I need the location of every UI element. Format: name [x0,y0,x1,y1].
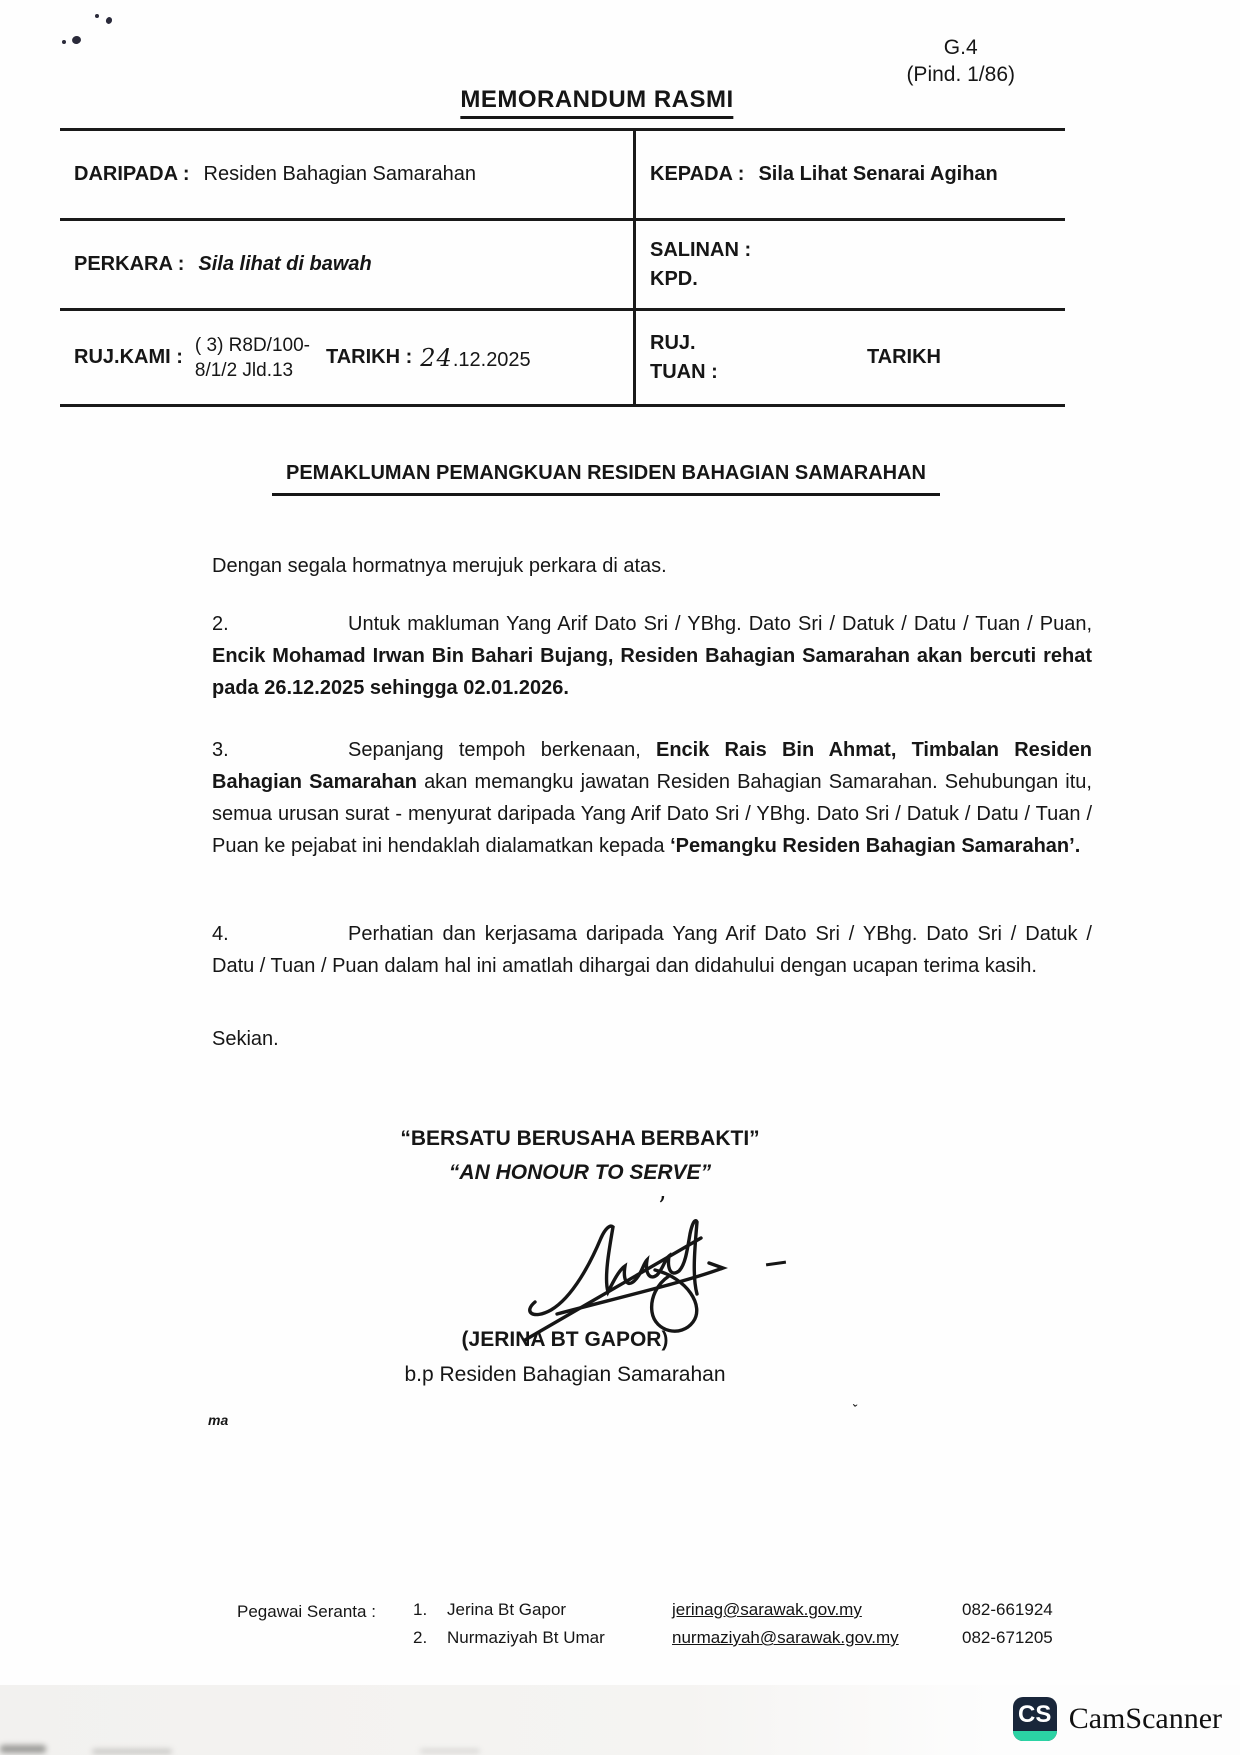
paragraph-1: Dengan segala hormatnya merujuk perkara di atas. [212,555,667,577]
officer-email-link[interactable]: jerinag@sarawak.gov.my [672,1600,862,1619]
scan-smudge [0,1745,46,1753]
tarikh-day-handwritten: 24 [420,343,453,372]
memo-header-table [60,128,1065,407]
daripada-value: Residen Bahagian Samarahan [203,163,476,185]
table-row [60,128,1065,218]
perkara-value: Sila lihat di bawah [198,253,372,275]
motto-line-1: “BERSATU BERUSAHA BERBAKTI” [400,1127,760,1150]
ink-speck [62,40,66,44]
form-code-block [906,34,1015,88]
camscanner-brand-name: CamScanner [1068,1702,1222,1735]
daripada-cell [60,131,633,218]
paragraph-2: 2. Untuk makluman Yang Arif Dato Sri / YBhg. Dato Sri / Datuk / Datu / Tuan / Puan, Encik Mohamad Irwan Bin Bahari Bujang, Residen Bahagian Samarahan akan bercuti rehat pada 26.12.2025 sehingga 02.01.2026. [212,608,1092,704]
paragraph-4: 4. Perhatian dan kerjasama daripada Yang Arif Dato Sri / YBhg. Dato Sri / Datuk / Datu / Tuan / Puan dalam hal ini amatlah dihargai dan didahului dengan ucapan terima kasih. [212,918,1092,982]
officer-email-link[interactable]: nurmaziyah@sarawak.gov.my [672,1628,899,1647]
officer-number: 2. [413,1628,428,1647]
form-revision: (Pind. 1/86) [906,63,1015,86]
daripada-label: DARIPADA : [74,163,190,185]
footer-label: Pegawai Seranta : [237,1602,376,1621]
perkara-cell [60,221,633,308]
tarikh-label: TARIKH : [326,346,413,368]
closing-word: Sekian. [212,1028,279,1050]
ruj-kami-label: RUJ.KAMI : [74,346,183,368]
paragraph-3: 3. Sepanjang tempoh berkenaan, Encik Rais Bin Ahmat, Timbalan Residen Bahagian Samarahan akan memangku jawatan Residen Bahagian Samarahan. Sehubungan itu, semua urusan surat - menyurat daripada Yang Arif Dato Sri / YBhg. Dato Sri / Datuk / Datu / Tuan / Puan ke pejabat ini hendaklah dialamatkan kepada ‘Pemangku Residen Bahagian Samarahan’. [212,734,1092,862]
ink-mark: ˇ [850,1401,858,1418]
ink-speck [71,35,82,45]
paragraph-number: 2. [212,613,229,635]
signatory-name: (JERINA BT GAPOR) [461,1328,669,1351]
perkara-label: PERKARA : [74,253,185,275]
ink-speck [95,14,99,18]
paragraph-number: 4. [212,923,229,945]
subject-heading: PEMAKLUMAN PEMANGKUAN RESIDEN BAHAGIAN SAMARAHAN [272,462,940,496]
tarikh-right-label: TARIKH [866,346,941,368]
motto-block [400,1122,759,1190]
officer-row [0,1628,1240,1652]
scan-smudge [92,1749,172,1754]
scan-smudge [420,1749,480,1753]
ruj-kami-value: ( 3) R8D/100- 8/1/2 Jld.13 [194,334,310,381]
officer-name: Nurmaziyah Bt Umar [447,1628,605,1647]
ruj-tuan-label: RUJ. TUAN : [650,331,718,383]
signatory-block [404,1322,725,1392]
motto-line-2: “AN HONOUR TO SERVE” [448,1161,712,1184]
tarikh-value: 24.12.2025 [420,343,531,372]
kepada-label: KEPADA : [650,163,745,185]
salinan-cell [633,221,1065,308]
kepada-cell [633,131,1065,218]
officer-phone: 082-661924 [962,1600,1053,1619]
officer-number: 1. [413,1600,428,1619]
camscanner-icon-accent [1013,1731,1057,1741]
officer-row [0,1600,1240,1624]
ruj-tuan-cell [633,311,1065,404]
form-code: G.4 [943,36,978,59]
kepada-value: Sila Lihat Senarai Agihan [758,163,998,185]
typist-initials: ma [208,1412,229,1428]
officer-phone: 082-671205 [962,1628,1053,1647]
page-title: MEMORANDUM RASMI [460,86,733,119]
salinan-label: SALINAN : KPD. [650,238,752,290]
signatory-role: b.p Residen Bahagian Samarahan [404,1363,726,1386]
ruj-kami-cell [60,311,633,404]
officer-name: Jerina Bt Gapor [447,1600,567,1619]
ink-dash [766,1261,786,1267]
ink-speck [105,16,113,25]
paragraph-number: 3. [212,739,229,761]
camscanner-icon: CS [1013,1697,1057,1741]
table-row [60,308,1065,404]
camscanner-watermark[interactable] [1013,1697,1222,1741]
table-row [60,218,1065,308]
ink-mark: ’ [658,1192,667,1222]
